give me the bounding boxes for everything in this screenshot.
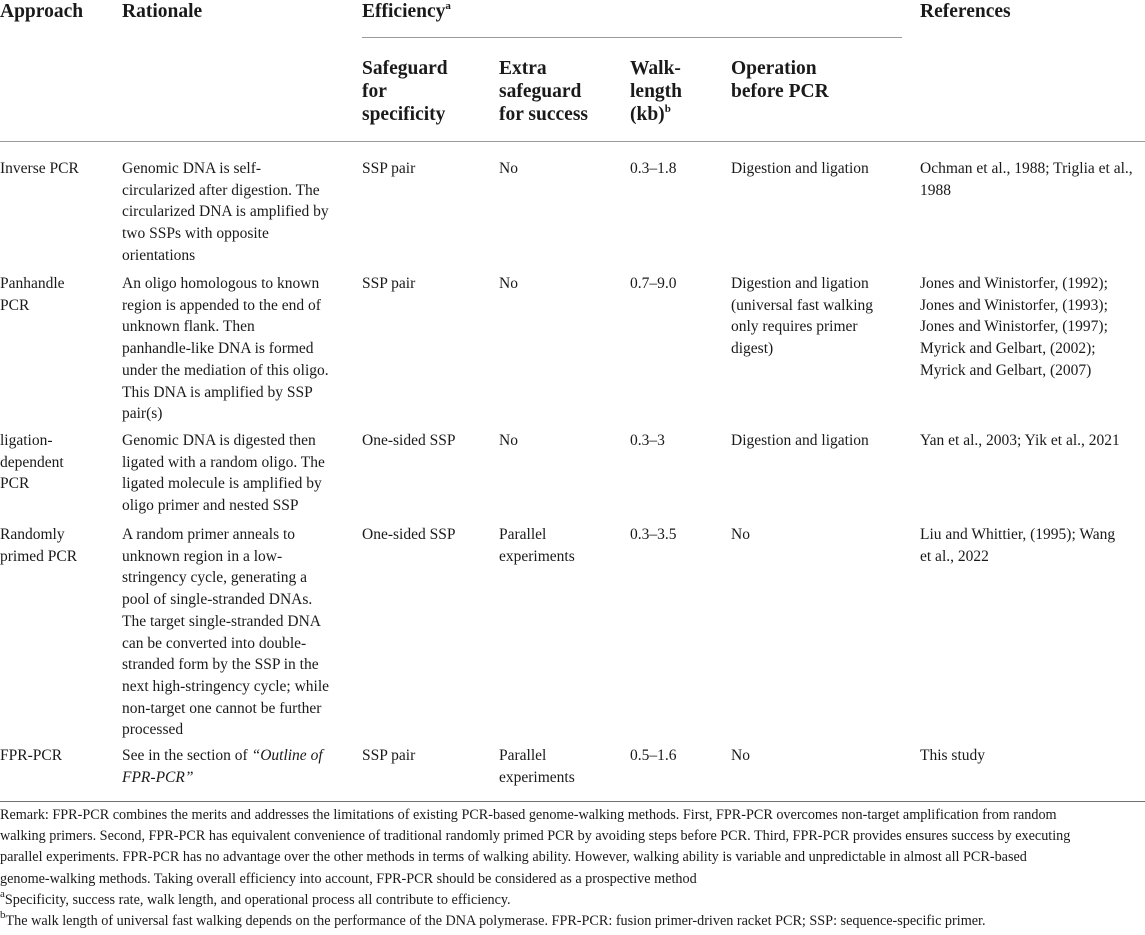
row-4-extra: Parallel experiments xyxy=(499,526,575,565)
row-1-specificity: SSP pair xyxy=(362,160,416,177)
row-5-rationale-italic-1: “Outline of xyxy=(251,747,323,764)
row-3-approach: ligation- dependent PCR xyxy=(0,432,64,493)
header-efficiency-sup: a xyxy=(445,0,451,12)
header-operation: Operation before PCR xyxy=(731,58,829,102)
header-efficiency xyxy=(362,0,451,23)
footnote-b-mark: b xyxy=(0,909,6,922)
row-5-extra: Parallel experiments xyxy=(499,747,575,786)
row-3-extra: No xyxy=(499,432,518,449)
header-walk-length xyxy=(630,57,682,126)
row-2-approach: Panhandle PCR xyxy=(0,275,65,314)
row-5-operation: No xyxy=(731,747,750,764)
table-bottom-rule xyxy=(0,801,1145,802)
footnote-b xyxy=(0,911,1143,932)
row-4-operation: No xyxy=(731,526,750,543)
header-efficiency-label: Efficiency xyxy=(362,1,446,22)
row-4-walk: 0.3–3.5 xyxy=(630,526,677,543)
footnote-a xyxy=(0,890,1143,911)
footnote-b-text: The walk length of universal fast walking depends on the performance of the DNA polymerase. FPR-PCR: fusion primer-driven racket PCR; SSP: sequence-specific primer. xyxy=(5,913,986,930)
header-walk-length-sup: b xyxy=(664,102,671,115)
row-2-walk: 0.7–9.0 xyxy=(630,275,677,292)
row-2-specificity: SSP pair xyxy=(362,275,416,292)
remark-line-4: genome-walking methods. Taking overall efficiency into account, FPR-PCR should be considered as a prospective method xyxy=(0,870,697,887)
remark-line-3: parallel experiments. FPR-PCR has no advantage over the other methods in terms of walking ability. However, walking ability is variable and unpredictable in almost all PCR-based xyxy=(0,849,1027,866)
row-1-rationale: Genomic DNA is self- circularized after digestion. The circularized DNA is amplified by two SSPs with opposite orientations xyxy=(122,160,329,264)
row-4-references: Liu and Whittier, (1995); Wang et al., 2022 xyxy=(920,526,1116,565)
remark-line-2: walking primers. Second, FPR-PCR has equivalent convenience of traditional randomly primed PCR by avoiding steps before PCR. Third, FPR-PCR provides ensures success by executing xyxy=(0,828,1071,845)
row-4-rationale: A random primer anneals to unknown region in a low- stringency cycle, generating a pool of single-stranded DNAs. The target single-stranded DNA can be converted into double- stranded form by the SSP in the next high-stringency cycle; while non-target one cannot be further processed xyxy=(122,526,330,739)
header-rationale: Rationale xyxy=(122,1,203,22)
row-5-walk: 0.5–1.6 xyxy=(630,747,677,764)
row-1-extra: No xyxy=(499,160,518,177)
header-references: References xyxy=(920,1,1011,22)
row-5-approach: FPR-PCR xyxy=(0,747,63,764)
remark-line-1: Remark: FPR-PCR combines the merits and addresses the limitations of existing PCR-based genome-walking methods. First, FPR-PCR overcomes non-target amplification from random xyxy=(0,807,1057,823)
header-safeguard-specificity: Safeguard for specificity xyxy=(362,58,448,125)
row-2-rationale: An oligo homologous to known region is appended to the end of unknown flank. Then panhandle-like DNA is formed under the mediation of this oligo. This DNA is amplified by SSP pair(s) xyxy=(122,275,329,423)
row-1-operation: Digestion and ligation xyxy=(731,160,869,177)
table-notes xyxy=(0,805,1143,932)
row-3-rationale: Genomic DNA is digested then ligated with a random oligo. The ligated molecule is amplified by oligo primer and nested SSP xyxy=(122,432,325,515)
row-4-specificity: One-sided SSP xyxy=(362,526,456,543)
footnote-a-text: Specificity, success rate, walk length, and operational process all contribute to efficiency. xyxy=(4,891,511,908)
header-approach: Approach xyxy=(0,1,84,22)
row-3-operation: Digestion and ligation xyxy=(731,432,869,449)
row-1-walk: 0.3–1.8 xyxy=(630,160,677,177)
row-5-rationale-prefix: See in the section of xyxy=(122,747,252,764)
header-walk-length-label: Walk- length (kb) xyxy=(630,58,683,125)
row-2-operation: Digestion and ligation (universal fast walking only requires primer digest) xyxy=(731,275,874,358)
row-4-approach: Randomly primed PCR xyxy=(0,526,78,565)
row-5-references: This study xyxy=(920,747,986,764)
row-5-rationale xyxy=(122,745,357,788)
row-5-rationale-italic-2: FPR-PCR” xyxy=(122,768,194,786)
footnote-a-mark: a xyxy=(0,888,5,901)
row-3-references: Yan et al., 2003; Yik et al., 2021 xyxy=(920,432,1120,449)
row-2-references: Jones and Winistorfer, (1992); Jones and Winistorfer, (1993); Jones and Winistorfer, (1997); Myrick and Gelbart, (2002); Myrick and Gelbart, (2007) xyxy=(920,275,1108,379)
efficiency-underline xyxy=(362,37,902,38)
header-extra-safeguard: Extra safeguard for success xyxy=(499,58,588,125)
row-3-specificity: One-sided SSP xyxy=(362,432,456,449)
row-1-approach: Inverse PCR xyxy=(0,160,79,177)
row-5-specificity: SSP pair xyxy=(362,747,416,764)
row-3-walk: 0.3–3 xyxy=(630,432,665,449)
header-bottom-rule xyxy=(0,141,1145,142)
row-2-extra: No xyxy=(499,275,518,292)
row-1-references: Ochman et al., 1988; Triglia et al., 1988 xyxy=(920,160,1133,199)
